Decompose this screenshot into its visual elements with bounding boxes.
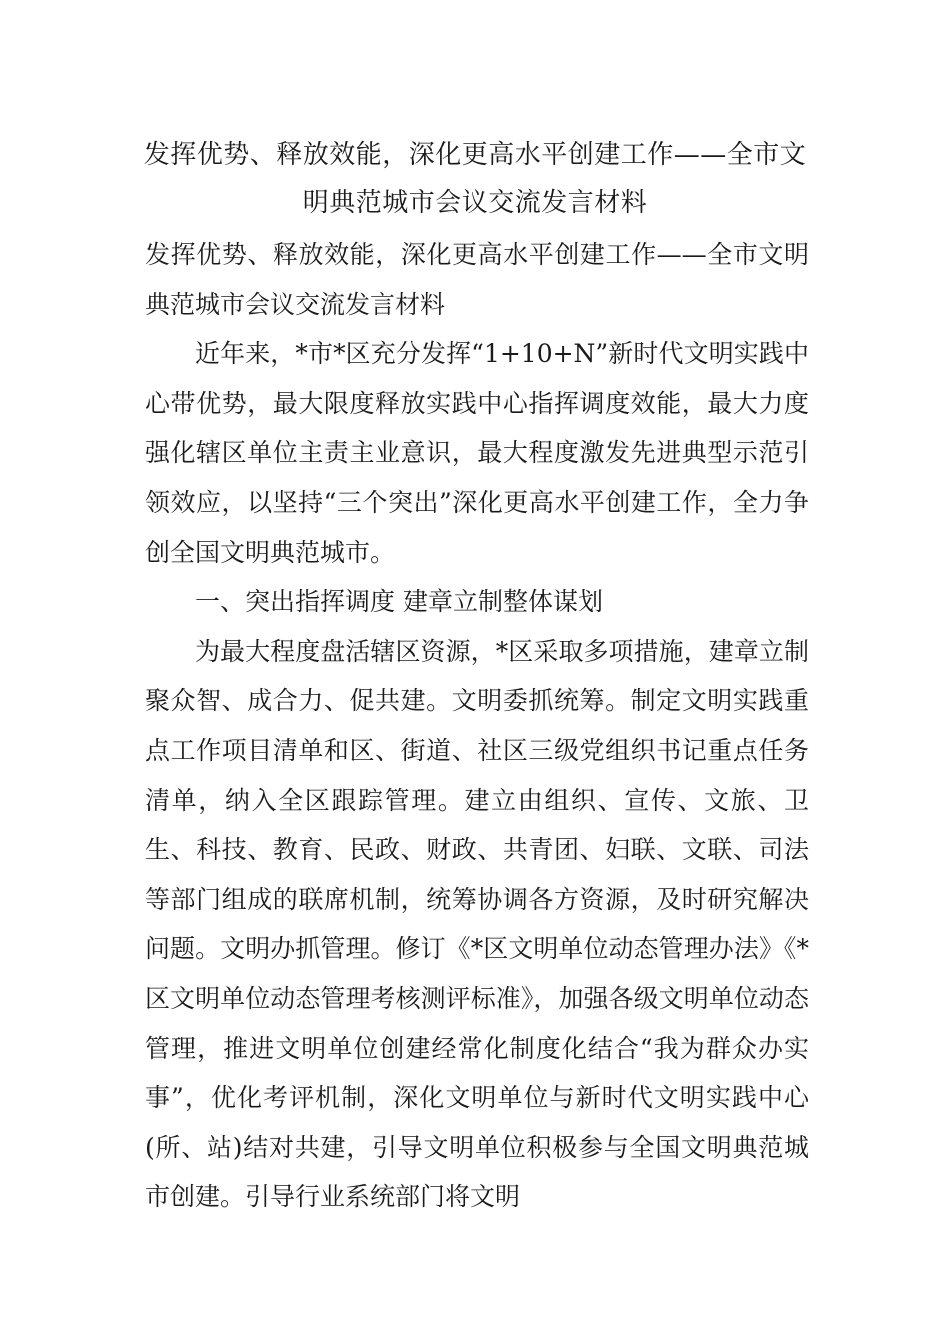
section-1-paragraph: 为最大程度盘活辖区资源，*区采取多项措施，建章立制聚众智、成合力、促共建。文明委抓统筹。制定文明实践重点工作项目清单和区、街道、社区三级党组织书记重点任务清单，纳入全区跟踪管理。建立由组织、宣传、文旅、卫生、科技、教育、民政、财政、共青团、妇联、文联、司法等部门组成的联席机制，统筹协调各方资源，及时研究解决问题。文明办抓管理。修订《*区文明单位动态管理办法》《*区文明单位动态管理考核测评标准》，加强各级文明单位动态管理，推进文明单位创建经常化制度化结合“我为群众办实事”，优化考评机制，深化文明单位与新时代文明实践中心(所、站)结对共建，引导文明单位积极参与全国文明典范城市创建。引导行业系统部门将文明 <box>145 636 809 1212</box>
intro-paragraph: 近年来，*市*区充分发挥“1+10+N”新时代文明实践中心带优势，最大限度释放实践中心指挥调度效能，最大力度强化辖区单位主责主业意识，最大程度激发先进典型示范引领效应，以坚持“三个突出”深化更高水平创建工作，全力争创全国文明典范城市。 <box>145 339 809 567</box>
repeated-title: 发挥优势、释放效能，深化更高水平创建工作——全市文明典范城市会议交流发言材料 <box>145 240 809 319</box>
section-1-heading: 一、突出指挥调度 建章立制整体谋划 <box>195 587 603 617</box>
document-title: 发挥优势、释放效能，深化更高水平创建工作——全市文明典范城市会议交流发言材料 <box>143 140 807 218</box>
document-body <box>145 230 809 1222</box>
